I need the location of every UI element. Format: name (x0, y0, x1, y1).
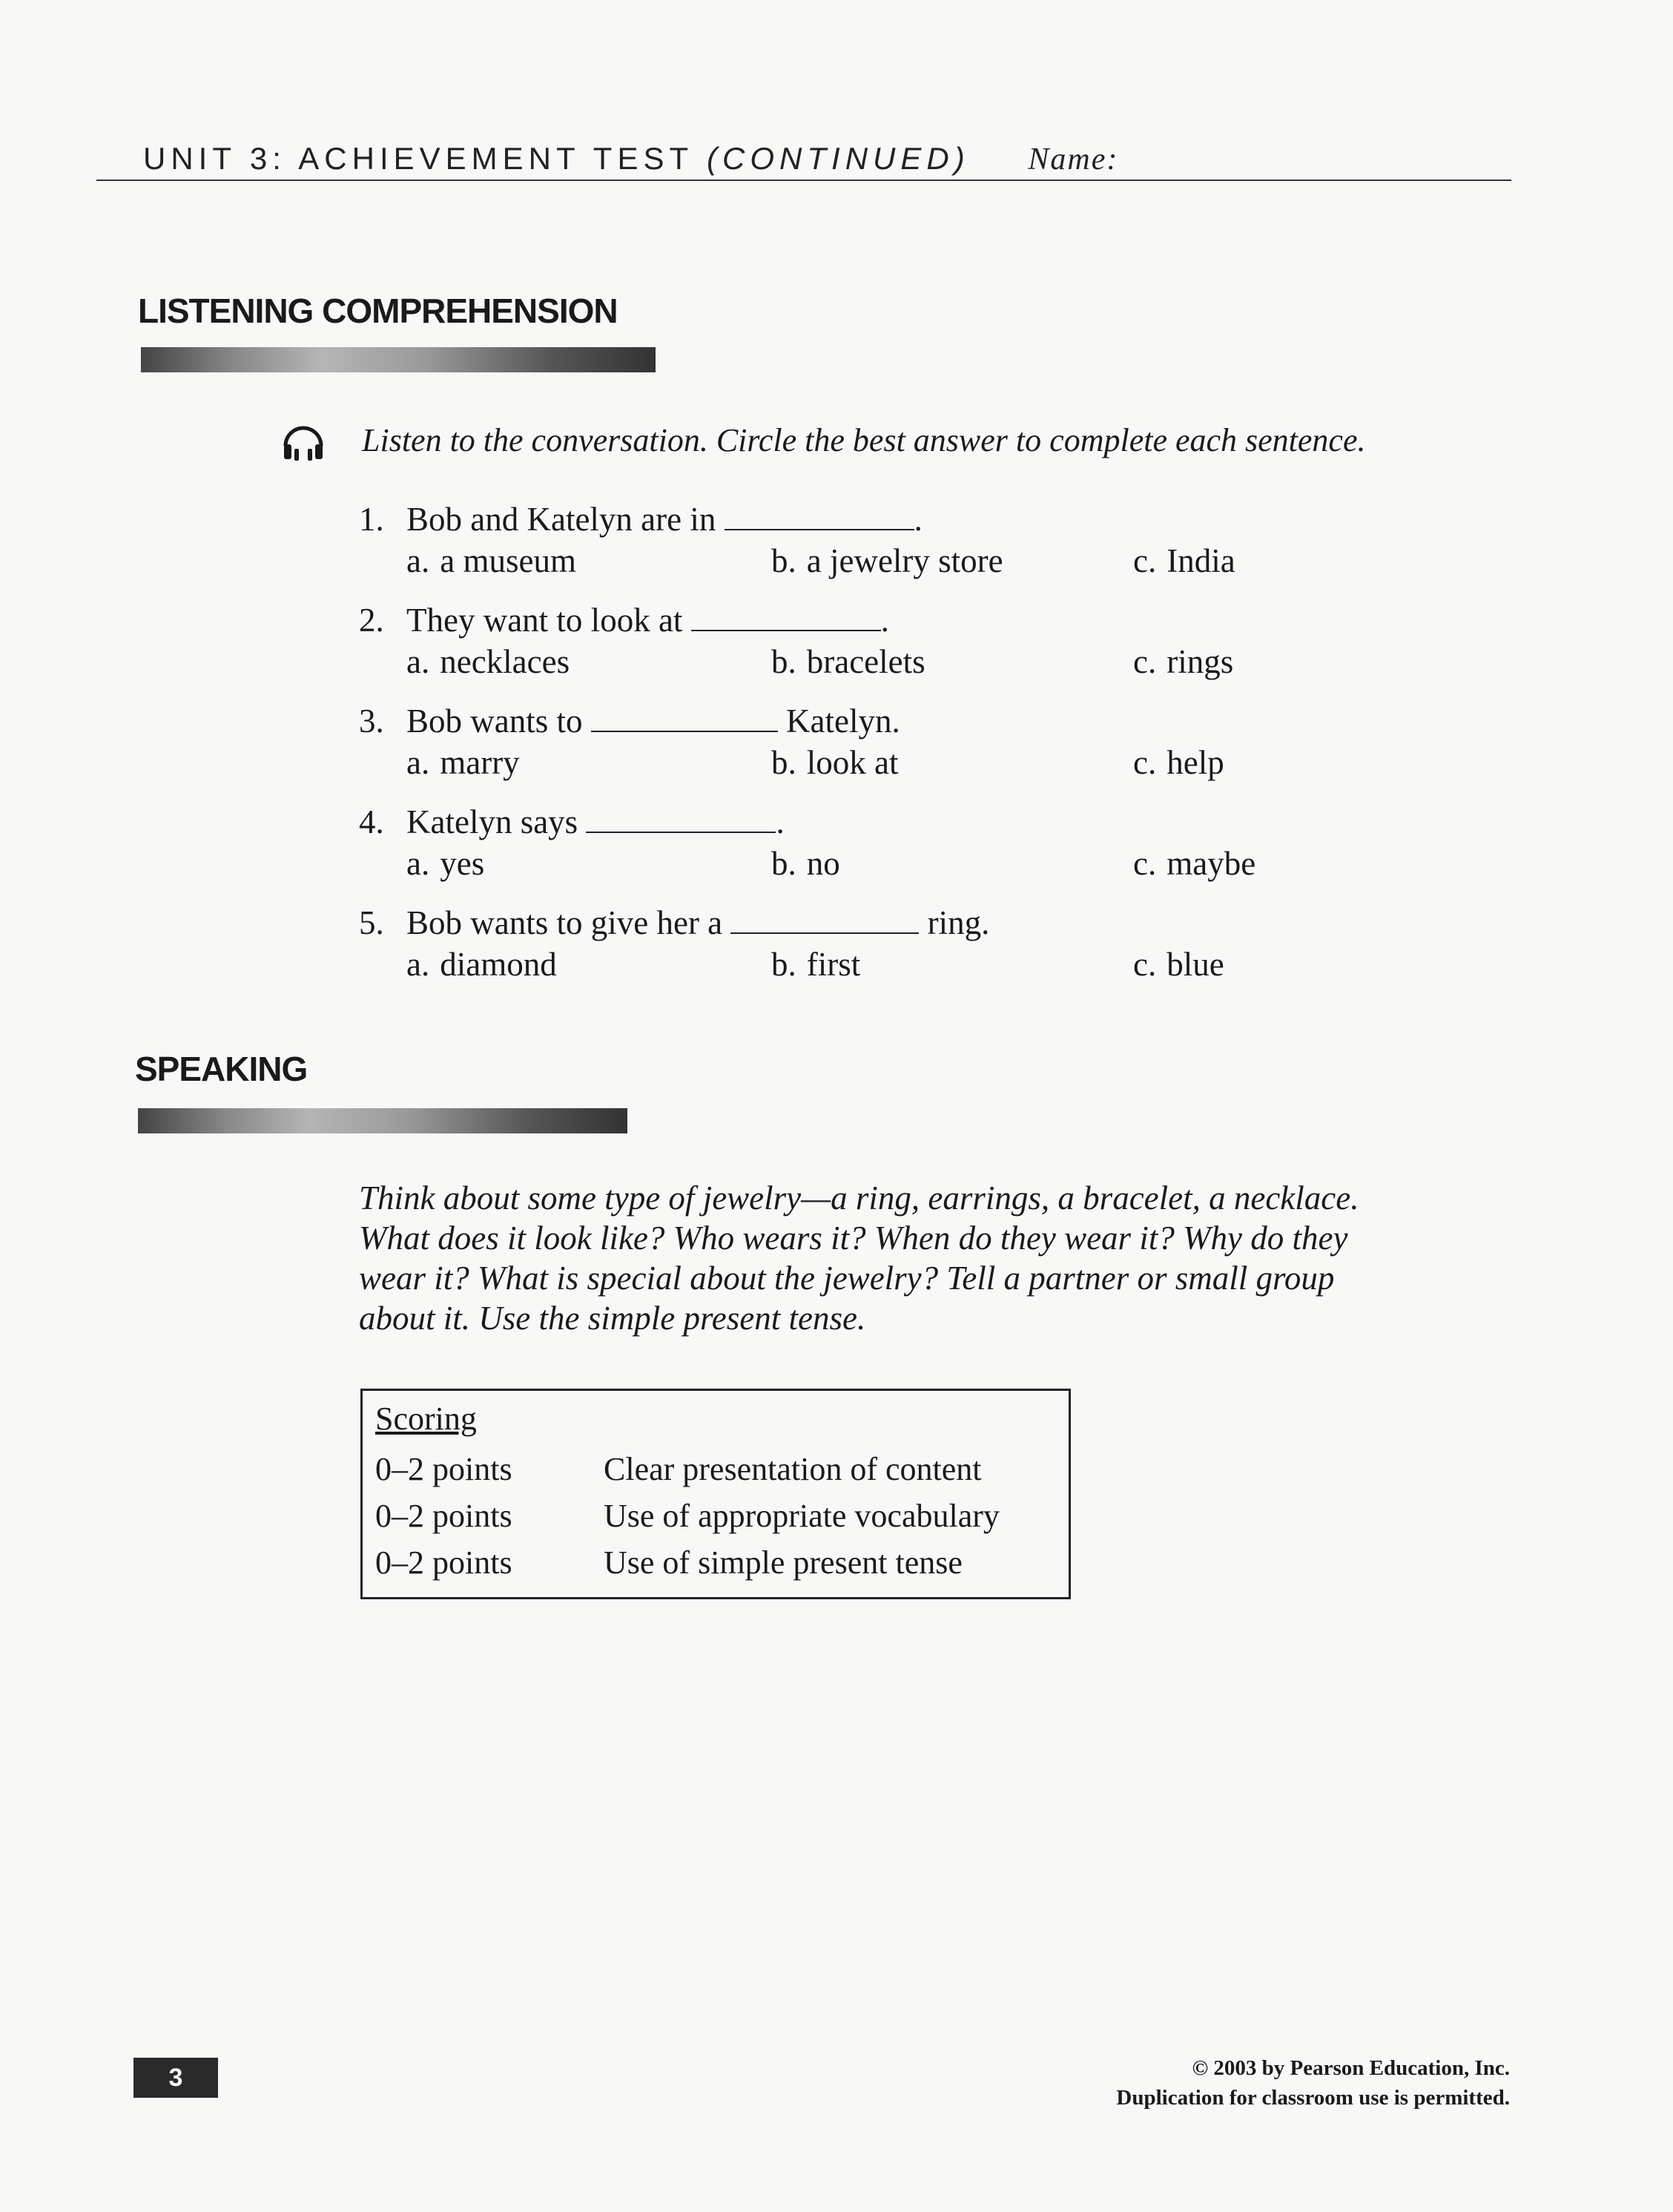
copyright-line: © 2003 by Pearson Education, Inc. (1192, 2056, 1510, 2080)
question-2 (359, 599, 1397, 682)
speaking-line: wear it? What is special about the jewelry? Tell a partner or small group (359, 1260, 1335, 1297)
listening-section-title: LISTENING COMPREHENSION (138, 292, 618, 330)
question-text: Bob and Katelyn are in (406, 501, 716, 538)
option-c[interactable]: c. India (1133, 542, 1235, 579)
question-5 (359, 902, 1397, 985)
answer-blank (591, 704, 778, 732)
question-text: Katelyn says (406, 803, 578, 840)
speaking-section-title: SPEAKING (135, 1050, 308, 1088)
question-text-after: . (914, 501, 923, 538)
option-b[interactable]: b. first (771, 946, 861, 983)
option-b[interactable]: b. a jewelry store (771, 542, 1003, 579)
headphones-icon (280, 419, 327, 467)
scoring-box (360, 1389, 1071, 1599)
speaking-prompt (359, 1178, 1516, 1338)
question-4 (359, 801, 1397, 884)
score-points: 0–2 points (375, 1544, 512, 1581)
option-b[interactable]: b. bracelets (771, 643, 925, 680)
question-3 (359, 700, 1397, 783)
question-text-after: . (880, 602, 889, 639)
header-rule (96, 180, 1511, 181)
option-a[interactable]: a. a museum (406, 542, 576, 579)
question-number: 5. (359, 904, 384, 941)
option-b[interactable]: b. no (771, 845, 840, 882)
page-header (143, 141, 1118, 177)
option-a[interactable]: a. necklaces (406, 643, 570, 680)
name-label: Name: (1028, 142, 1119, 177)
score-criterion: Use of appropriate vocabulary (604, 1498, 1000, 1534)
option-a[interactable]: a. yes (406, 845, 485, 882)
score-criterion: Clear presentation of content (604, 1451, 982, 1487)
question-text-after: Katelyn. (786, 702, 900, 740)
question-number: 2. (359, 602, 384, 639)
footer-copyright (1116, 2053, 1510, 2113)
listening-instruction: Listen to the conversation. Circle the best answer to complete each sentence. (362, 422, 1366, 458)
speaking-line: Think about some type of jewelry—a ring, earrings, a bracelet, a necklace. (359, 1179, 1359, 1217)
unit-title: UNIT 3: ACHIEVEMENT TEST (143, 141, 693, 176)
answer-blank (730, 906, 919, 934)
option-c[interactable]: c. rings (1133, 643, 1234, 680)
question-text-after: . (776, 803, 785, 840)
option-c[interactable]: c. help (1133, 744, 1224, 781)
speaking-line: about it. Use the simple present tense. (359, 1300, 866, 1337)
question-number: 1. (359, 501, 384, 538)
option-a[interactable]: a. marry (406, 744, 520, 781)
answer-blank (691, 603, 881, 631)
speaking-section-bar (138, 1108, 627, 1133)
option-c[interactable]: c. maybe (1133, 845, 1256, 882)
question-text: They want to look at (406, 602, 683, 639)
question-number: 3. (359, 702, 384, 740)
question-1 (359, 498, 1397, 582)
score-points: 0–2 points (375, 1498, 512, 1534)
scoring-title: Scoring (375, 1400, 477, 1437)
page-number: 3 (133, 2058, 218, 2098)
score-row (375, 1544, 963, 1581)
permission-line: Duplication for classroom use is permitted. (1116, 2086, 1510, 2110)
continued-label: (CONTINUED) (707, 141, 970, 176)
listening-section-bar (141, 347, 656, 372)
speaking-line: What does it look like? Who wears it? When do they wear it? Why do they (359, 1219, 1348, 1257)
answer-blank (586, 805, 776, 833)
option-a[interactable]: a. diamond (406, 946, 557, 983)
question-number: 4. (359, 803, 384, 840)
score-criterion: Use of simple present tense (604, 1544, 963, 1581)
question-text-after: ring. (927, 904, 990, 941)
option-b[interactable]: b. look at (771, 744, 899, 781)
score-row (375, 1497, 1000, 1535)
question-text: Bob wants to (406, 702, 583, 740)
answer-blank (725, 502, 914, 530)
question-text: Bob wants to give her a (406, 904, 723, 941)
score-points: 0–2 points (375, 1451, 512, 1487)
score-row (375, 1450, 981, 1488)
option-c[interactable]: c. blue (1133, 946, 1224, 983)
